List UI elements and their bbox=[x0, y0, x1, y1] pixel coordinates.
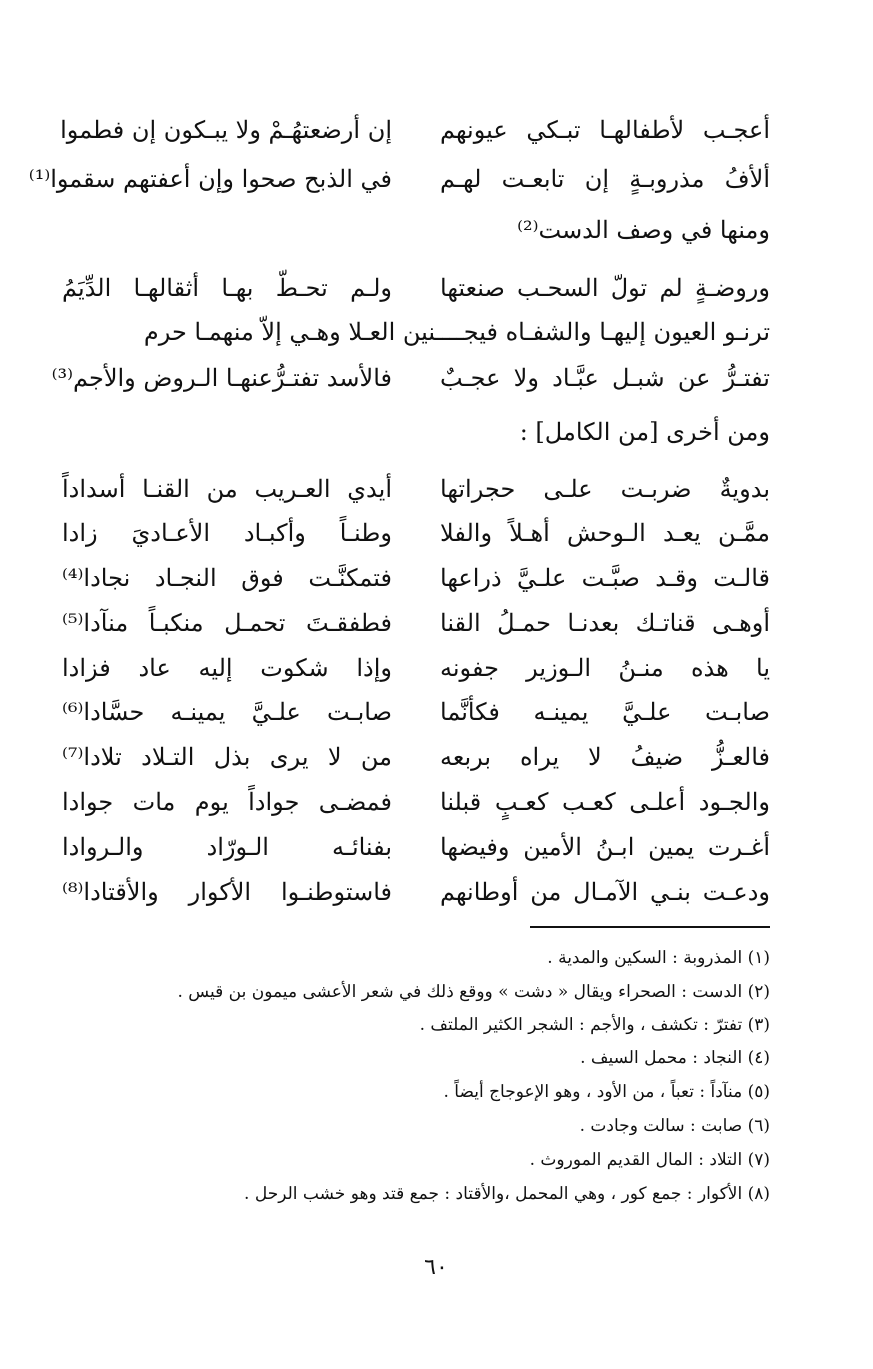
footnote: (٤) النجاد : محمل السيف . bbox=[580, 1048, 770, 1068]
verse-full-line: ترنـو العيون إليهـا والشفـاه فيجــــنين العـلا وهـي إلاّ منهمـا حرم bbox=[143, 318, 770, 346]
verse-line bbox=[62, 511, 770, 555]
verse-second-hemistich: إن أرضعتهُـمْ ولا يبـكون إن فطموا bbox=[60, 116, 392, 144]
verse-second-hemistich: فاستوطنـوا الأكوار والأقتادا⁽⁸⁾ bbox=[62, 878, 392, 906]
verse-second-hemistich: من لا يرى بذل التـلاد تلادا⁽⁷⁾ bbox=[62, 743, 392, 771]
verse-line bbox=[62, 310, 770, 354]
page-number: ٦٠ bbox=[424, 1255, 448, 1280]
verse-first-hemistich: يا هذه منـنُ الـوزير جفونه bbox=[440, 654, 770, 682]
footnote: (١) المذروبة : السكين والمدية . bbox=[547, 948, 770, 968]
verse-second-hemistich: وإذا شكوت إليه عاد فزادا bbox=[62, 654, 392, 682]
verse-first-hemistich: أغـرت يمين ابـنُ الأمين وفيضها bbox=[440, 833, 770, 861]
verse-line bbox=[62, 467, 770, 511]
footnote-separator bbox=[530, 926, 770, 928]
verse-second-hemistich: فطفقـتَ تحمـل منكبـاً منآدا⁽⁵⁾ bbox=[62, 609, 392, 637]
verse-first-hemistich: ألأفُ مذروبـةٍ إن تابعـت لهـم bbox=[440, 165, 770, 193]
verse-line bbox=[62, 735, 770, 779]
verse-first-hemistich: قالـت وقـد صبَّـت علـيَّ ذراعها bbox=[440, 564, 770, 592]
verse-line bbox=[62, 825, 770, 869]
verse-line bbox=[62, 870, 770, 914]
verse-line bbox=[62, 601, 770, 645]
verse-first-hemistich: صابـت علـيَّ يمينـه فكأنَّما bbox=[440, 698, 770, 726]
verse-second-hemistich: ولـم تحـطّ بهـا أثقالهـا الدِّيَمُ bbox=[62, 274, 392, 302]
verse-second-hemistich: فالأسد تفتـرُّعنهـا الـروض والأجم⁽³⁾ bbox=[51, 364, 392, 392]
footnote: (٥) منآداً : تعباً ، من الأود ، وهو الإعوجاج أيضاً . bbox=[443, 1082, 770, 1102]
verse-second-hemistich: وطنـاً وأكبـاد الأعـاديَ زادا bbox=[62, 519, 392, 547]
section-heading-kamil: ومن أخرى [من الكامل] : bbox=[519, 418, 770, 446]
verse-line bbox=[51, 356, 770, 400]
verse-second-hemistich: بفنائـه الـورّاد والـروادا bbox=[62, 833, 392, 861]
verse-second-hemistich: صابـت علـيَّ يمينـه حسَّادا⁽⁶⁾ bbox=[62, 698, 392, 726]
verse-second-hemistich: في الذبح صحوا وإن أعفتهم سقموا⁽¹⁾ bbox=[28, 165, 392, 193]
verse-first-hemistich: والجـود أعلـى كعـب كعـبٍ قبلنا bbox=[440, 788, 770, 816]
verse-line bbox=[28, 157, 770, 201]
verse-second-hemistich: فتمكنَّـت فوق النجـاد نجادا⁽⁴⁾ bbox=[62, 564, 392, 592]
verse-first-hemistich: أوهـى قناتـك بعدنـا حمـلُ القنا bbox=[440, 609, 770, 637]
verse-line bbox=[62, 556, 770, 600]
section-heading-dast: ومنها في وصف الدست⁽²⁾ bbox=[517, 216, 770, 244]
footnote: (٧) التلاد : المال القديم الموروث . bbox=[529, 1150, 770, 1170]
verse-first-hemistich: فالعـزُّ ضيفُ لا يراه بربعه bbox=[440, 743, 770, 771]
verse-line bbox=[62, 690, 770, 734]
verse-second-hemistich: أيدي العـريب من القنـا أسداداً bbox=[62, 475, 392, 503]
verse-first-hemistich: ودعـت بنـي الآمـال من أوطانهم bbox=[440, 878, 770, 906]
footnote: (٨) الأكوار : جمع كور ، وهي المحمل ،والأقتاد : جمع قتد وهو خشب الرحل . bbox=[244, 1184, 770, 1204]
verse-first-hemistich: وروضـةٍ لم تولّ السحـب صنعتها bbox=[440, 274, 770, 302]
verse-line bbox=[62, 646, 770, 690]
verse-second-hemistich: فمضـى جواداً يوم مات جوادا bbox=[62, 788, 392, 816]
verse-line bbox=[62, 266, 770, 310]
verse-first-hemistich: أعجـب لأطفالهـا تبـكي عيونهم bbox=[440, 116, 770, 144]
footnote: (٣) تفترّ : تكشف ، والأجم : الشجر الكثير الملتف . bbox=[419, 1015, 770, 1035]
footnote: (٦) صابت : سالت وجادت . bbox=[579, 1116, 770, 1136]
verse-line bbox=[62, 780, 770, 824]
verse-first-hemistich: ممَّـن يعـد الـوحش أهـلاً والفلا bbox=[440, 519, 770, 547]
verse-line bbox=[62, 108, 770, 152]
verse-first-hemistich: تفتـرُّ عن شبـل عبَّـاد ولا عجـبٌ bbox=[440, 364, 770, 392]
footnote: (٢) الدست : الصحراء ويقال « دشت » ووقع ذلك في شعر الأعشى ميمون بن قيس . bbox=[177, 982, 770, 1002]
verse-first-hemistich: بدويةٌ ضربـت علـى حجراتها bbox=[440, 475, 770, 503]
